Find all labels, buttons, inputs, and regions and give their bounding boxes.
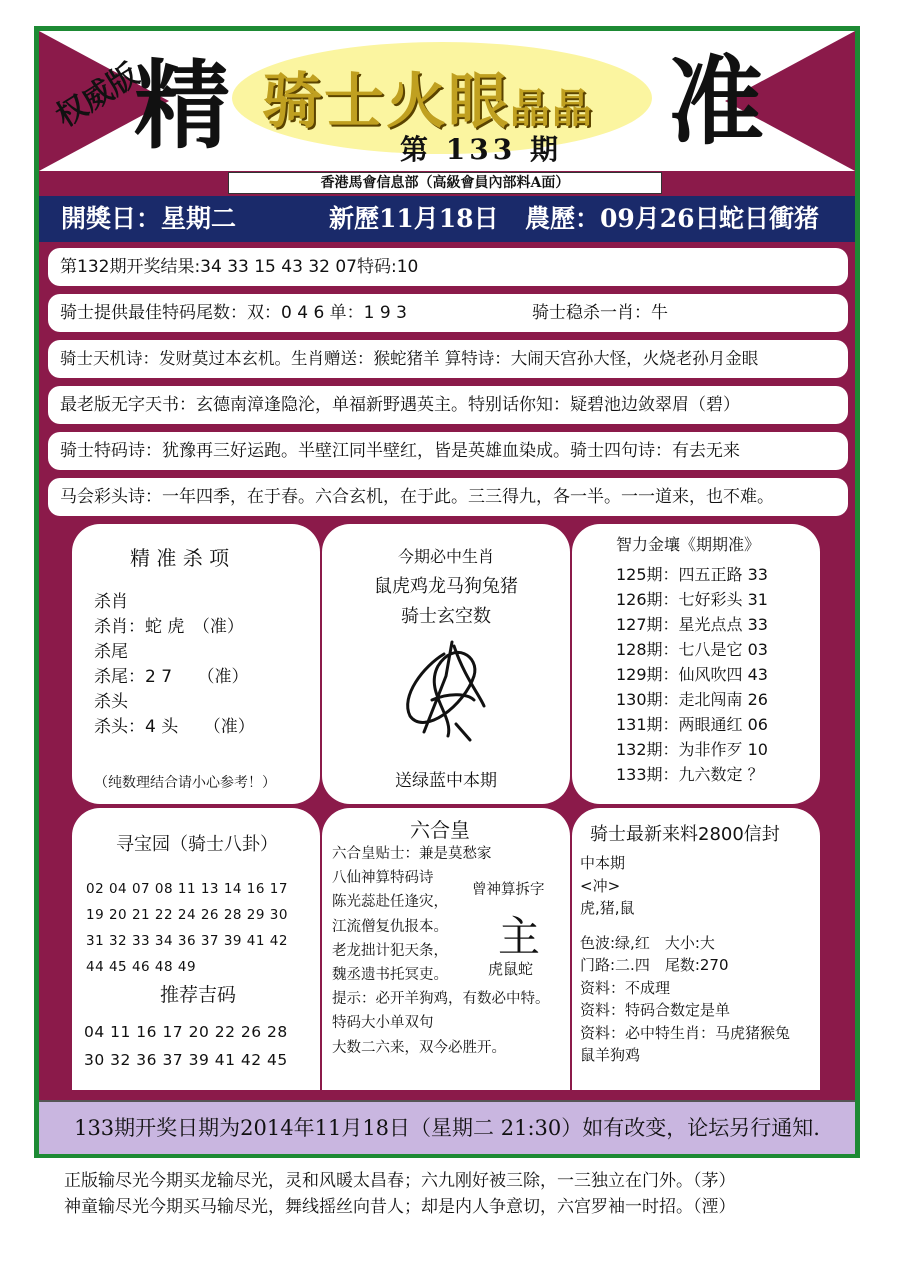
row-tail-numbers: 骑士提供最佳特码尾数：双：0 4 6 单：1 9 3 骑士稳杀一肖：牛 [48, 294, 848, 332]
draw-day: 開獎日：星期二 [61, 204, 237, 233]
center-box [322, 524, 570, 804]
header-right-char: 准 [668, 45, 764, 158]
latest-box [572, 808, 820, 1090]
latest-title: 骑士最新来料2800信封 [590, 824, 780, 845]
kill-list: 杀肖 杀肖：蛇 虎 （准） 杀尾 杀尾：2 7 （准） 杀头 杀头：4 头 （准） [94, 592, 255, 737]
center-line-2: 鼠虎鸡龙马狗兔猪 [374, 576, 518, 597]
bottom-poem-2: 神童输尽光今期买马输尽光，舞线摇丝向昔人；却是内人争意切，六宫罗袖一时招。（湮） [64, 1197, 736, 1217]
center-line-1: 今期必中生肖 [397, 547, 494, 566]
header-left-char: 精 [134, 49, 230, 162]
bottom-poem-1: 正版输尽光今期买龙输尽光，灵和风暖太昌春；六九刚好被三除，一三独立在门外。（茅） [64, 1171, 736, 1191]
date-bar [39, 196, 855, 242]
row-poem-3: 骑士特码诗：犹豫再三好运跑。半壁江同半壁红，皆是英雄血染成。骑士四句诗：有去无来 [48, 432, 848, 470]
center-line-3: 骑士玄空数 [401, 606, 491, 627]
draw-notice-bar: 133期开奖日期为2014年11月18日（星期二 21:30）如有改变，论坛另行通知. [39, 1100, 855, 1154]
zodiac-day: 蛇日衝猪 [719, 204, 820, 233]
liuhe-side-title: 曾神算拆字 [472, 882, 545, 898]
recommend-title: 推荐吉码 [160, 984, 237, 1006]
latest-text: 中本期 <冲> 虎,猪,鼠 色波:绿,红 大小:大 门路:二.四 尾数:270 资料：不成理 资料：特码合数定是单 资料：必中特生肖：马虎猪猴兔 鼠羊狗鸡 [580, 854, 791, 1064]
poster-title: 骑士火眼晶晶 [262, 67, 594, 137]
row-kill-zodiac: 骑士稳杀一肖：牛 [532, 303, 668, 323]
liuhe-title: 六合皇 [410, 818, 470, 842]
subtitle-bar: 香港馬會信息部（高級會員內部料A面） [228, 172, 662, 194]
treasure-box [72, 808, 320, 1090]
new-calendar-date: 新歷11月18日 [329, 204, 499, 233]
liuhe-side-char: 主 [498, 912, 541, 961]
liuhe-box [322, 808, 570, 1090]
row-poem-1: 骑士天机诗：发财莫过本玄机。生肖赠送：猴蛇猪羊 算特诗：大闹天宫孙大怪，火烧老孙月金眼 [48, 340, 848, 378]
issue-number: 第 133 期 [400, 133, 562, 166]
liuhe-side-zodiac: 虎鼠蛇 [488, 960, 534, 978]
lunar-date: 農歷：09月26日 [525, 204, 720, 233]
scribble-signature-image [394, 636, 494, 746]
treasure-title: 寻宝园（骑士八卦） [116, 834, 278, 855]
row-poem-2: 最老版无字天书：玄德南漳逢隐沦，单福新野遇英主。特别话你知：疑碧池边敛翠眉（碧） [48, 386, 848, 424]
row-prev-result: 第132期开奖结果:34 33 15 43 32 07特码:10 [48, 248, 848, 286]
wisdom-list: 125期：四五正路 33 126期：七好彩头 31 127期：星光点点 33 128期：七八是它 03 129期：仙风吹四 43 130期：走北闯南 26 131期：两眼通红 06 132期：为非作歹 10 133期：九六数定 ？ [616, 565, 768, 784]
recommend-numbers: 04 11 16 17 20 22 26 28 30 32 36 37 39 41 42 45 [84, 1023, 288, 1069]
kill-box [72, 524, 320, 804]
kill-title: 精 准 杀 项 [130, 546, 230, 570]
row-poem-4: 马会彩头诗：一年四季，在于春。六合玄机，在于此。三三得九，各一半。一一道来，也不难。 [48, 478, 848, 516]
kill-note: （纯数理结合请小心参考！） [94, 775, 276, 791]
wisdom-box [572, 524, 820, 804]
badge-authority: 权威版 [50, 57, 146, 135]
wisdom-title: 智力金壤《期期准》 [616, 535, 761, 554]
center-line-4: 送绿蓝中本期 [395, 771, 497, 791]
liuhe-text: 六合皇贴士：兼是莫愁家 八仙神算特码诗 陈光蕊赴任逢灾， 江流僧复仇报本。 老龙拙计犯天条， 魏丞遗书托冥吏。 提示：必开羊狗鸡，有数必中特。 特码大小单双句 大数二六来，双今必胜开。 [332, 846, 550, 1056]
treasure-numbers: 02 04 07 08 11 13 14 16 17 19 20 21 22 24 26 28 29 30 31 32 33 34 36 37 39 41 42 44 45 46 48 49 [86, 881, 288, 975]
